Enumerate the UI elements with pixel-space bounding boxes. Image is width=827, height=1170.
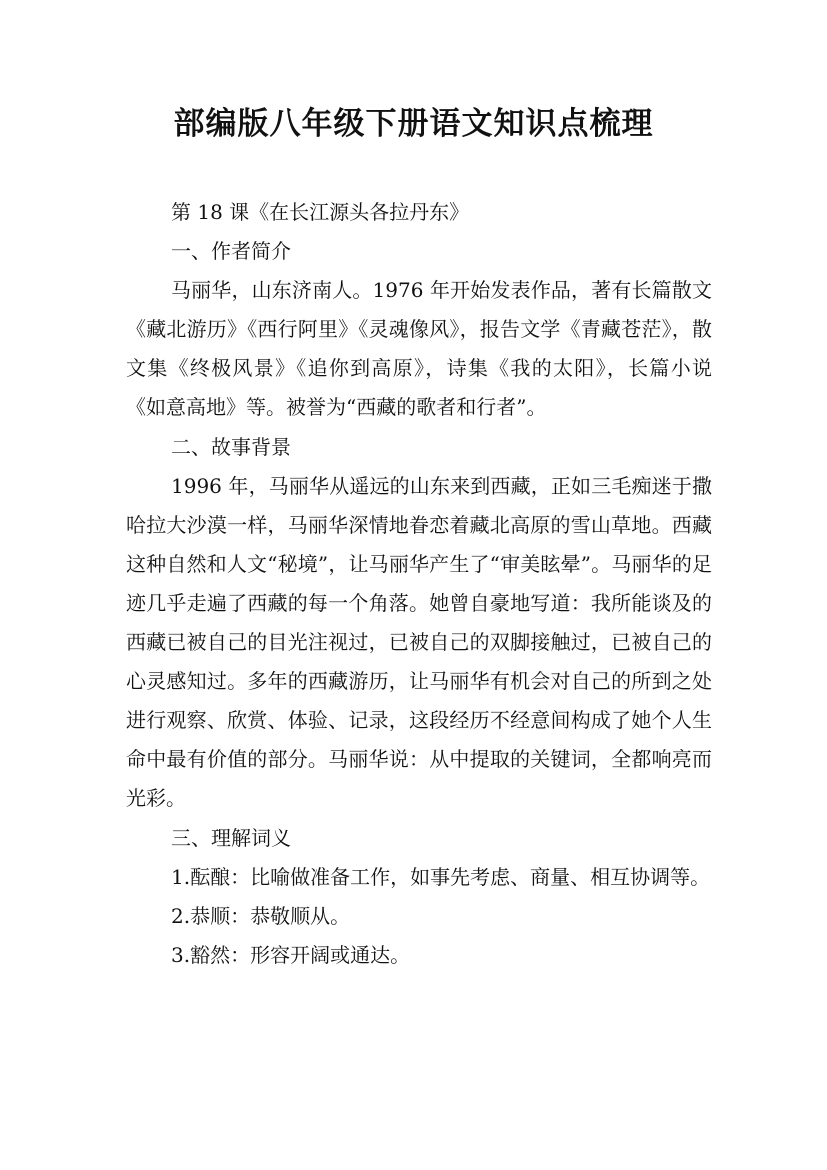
- paragraph-background: 1996 年，马丽华从遥远的山东来到西藏，正如三毛痴迷于撒哈拉大沙漠一样，马丽华深情地眷恋着藏北高原的雪山草地。西藏这种自然和人文“秘境”，让马丽华产生了“审美眩晕”。马丽华的足迹几乎走遍了西藏的每一个角落。她曾自豪地写道：我所能谈及的西藏已被自己的目光注视过，已被自己的双脚接触过，已被自己的心灵感知过。多年的西藏游历，让马丽华有机会对自己的所到之处进行观察、欣赏、体验、记录，这段经历不经意间构成了她个人生命中最有价值的部分。马丽华说：从中提取的关键词，全都响亮而光彩。: [126, 473, 712, 811]
- paragraph-author-intro: 马丽华，山东济南人。1976 年开始发表作品，著有长篇散文《藏北游历》《西行阿里》《灵魂像风》，报告文学《青藏苍茫》，散文集《终极风景》《追你到高原》，诗集《我的太阳》，长篇小说《如意高地》等。被誉为“西藏的歌者和行者”。: [126, 278, 712, 420]
- section-heading-vocabulary: 三、理解词义: [171, 825, 291, 850]
- vocabulary-item: 3.豁然：形容开阔或通达。: [171, 942, 411, 967]
- vocabulary-item: 1.酝酿：比喻做准备工作，如事先考虑、商量、相互协调等。: [171, 864, 711, 889]
- vocabulary-item: 2.恭顺：恭敬顺从。: [171, 903, 351, 928]
- section-heading-background: 二、故事背景: [171, 434, 291, 459]
- lesson-heading: 第 18 课《在长江源头各拉丹东》: [171, 200, 470, 224]
- document-body: [126, 193, 712, 975]
- document-title: 部编版八年级下册语文知识点梳理: [173, 106, 654, 142]
- section-heading-author: 一、作者简介: [171, 239, 291, 264]
